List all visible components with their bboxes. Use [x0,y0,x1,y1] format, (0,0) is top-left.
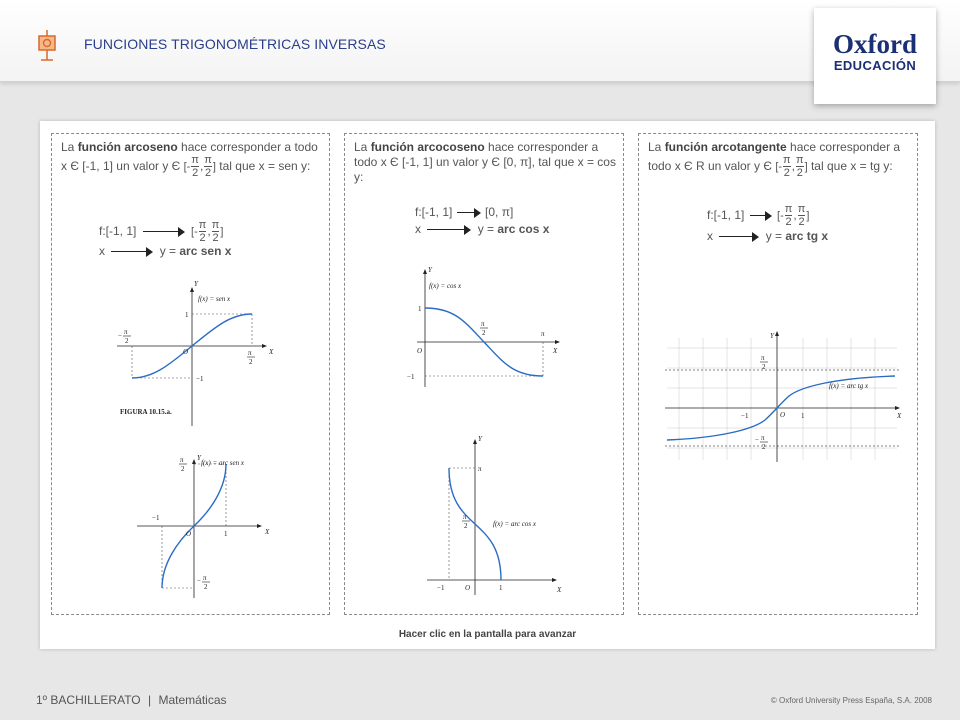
svg-text:O: O [417,347,423,355]
svg-text:1: 1 [499,584,503,592]
desc-text: tal que x = sen y: [215,159,311,174]
svg-text:π: π [761,354,765,362]
arrow-icon [750,211,772,221]
desc-term: función arcoseno [77,140,178,154]
fraction: $\frac{\pi}{2}$ [191,154,199,179]
graph-arc-sen-x [127,452,277,602]
svg-text:2: 2 [181,465,185,473]
interval-comma: , [791,159,795,174]
interval-bracket: [- [775,161,783,174]
panel-arctan [638,133,918,615]
desc-text: tal que x = tg y: [807,159,893,174]
fx-label: f(x) = arc cos x [493,520,536,528]
graph-cos-x [395,262,565,392]
logo-division: EDUCACIÓN [833,58,917,73]
svg-text:−: − [197,577,201,585]
desc-term: función arcotangente [664,140,787,154]
svg-text:π: π [463,513,467,521]
svg-text:X: X [897,412,902,420]
arccos-description [354,140,616,185]
interval-bracket: [- [183,161,191,174]
svg-text:O: O [465,584,471,592]
arrow-icon [143,227,185,237]
figure-caption: FIGURA 10.15.a. [120,408,172,416]
fraction: $\frac{\pi}{2}$ [797,203,806,228]
svg-text:−1: −1 [741,412,749,420]
footer-course: 1º BACHILLERATO | Matemáticas [36,693,227,707]
arrow-icon [427,225,471,235]
svg-text:X: X [265,528,270,536]
svg-text:π: π [248,349,252,357]
svg-text:−: − [118,332,122,340]
arrow-icon [457,208,481,218]
svg-text:O: O [186,530,192,538]
desc-text: hace corresponder a todo x Є [-1, 1] un valor y Є [0, π], tal que x = cos y: [354,140,616,184]
slide-content[interactable] [40,121,935,649]
fraction: $\frac{\pi}{2}$ [198,219,207,244]
svg-text:O: O [780,411,786,419]
interval-bracket: ] [212,161,216,174]
svg-text:2: 2 [464,522,468,530]
grid [667,338,897,460]
svg-text:2: 2 [482,329,486,337]
svg-text:1: 1 [224,530,228,538]
graph-arc-tg-x [657,330,907,466]
svg-text:Y: Y [428,266,432,274]
arctan-mapping: f:[-1, 1] [- $\frac{\pi}{2}$ , $\frac{\pi}{2}$ ] x y = arc tg x [707,203,829,243]
graph-sen-x [112,274,282,434]
arcsin-description [61,140,323,179]
svg-text:π: π [180,456,184,464]
fraction: $\frac{\pi}{2}$ [783,154,791,179]
svg-text:2: 2 [204,583,208,591]
panel-arccos [344,133,624,615]
logo-brand: Oxford [833,29,917,59]
arctan-description [648,140,910,179]
graph-arc-cos-x [407,430,567,600]
interval-bracket: ] [804,161,808,174]
fx-label: f(x) = arc tg x [829,382,869,390]
svg-text:X: X [269,348,274,356]
svg-text:1: 1 [185,311,189,319]
desc-text: La [648,140,665,154]
fx-label: f(x) = sen x [198,295,231,303]
svg-text:X: X [557,586,562,594]
svg-text:X: X [553,347,558,355]
svg-text:Y: Y [478,435,482,443]
advance-hint[interactable]: Hacer clic en la pantalla para avanzar [398,629,577,640]
arrow-icon [111,247,153,257]
fx-label: f(x) = arc sen x [201,459,244,467]
desc-text: La [61,140,78,154]
footer-copyright: © Oxford University Press España, S.A. 2008 [770,696,932,705]
svg-text:π: π [541,330,545,338]
oxford-logo [814,8,936,104]
svg-text:Y: Y [197,454,201,462]
interval-comma: , [199,159,204,174]
desc-text: hace corresponder a todo x Є R un valor y Є [648,140,901,174]
svg-text:−: − [755,436,759,444]
fraction: $\frac{\pi}{2}$ [204,154,212,179]
svg-text:−1: −1 [152,514,160,522]
presentation-board-icon[interactable] [36,28,58,62]
svg-text:1: 1 [801,412,805,420]
svg-text:O: O [183,348,189,356]
svg-text:Y: Y [770,332,774,340]
svg-text:1: 1 [418,305,422,313]
svg-text:−1: −1 [437,584,445,592]
svg-text:−1: −1 [196,375,204,383]
fx-label: f(x) = cos x [429,282,462,290]
fraction: $\frac{\pi}{2}$ [795,154,804,179]
svg-text:π: π [761,434,765,442]
page-title: FUNCIONES TRIGONOMÉTRICAS INVERSAS [84,36,386,52]
svg-text:2: 2 [125,337,129,345]
desc-term: función arcocoseno [370,140,485,154]
fraction: $\frac{\pi}{2}$ [784,203,793,228]
svg-text:2: 2 [762,443,766,451]
arrow-icon [719,232,759,242]
desc-text: hace corresponder a todo x Є [-1, 1] un valor y Є [61,140,318,174]
svg-text:2: 2 [762,363,766,371]
arcsin-mapping: f:[-1, 1] [- $\frac{\pi}{2}$ , $\frac{\pi}{2}$ ] x y = arc sen x [99,219,232,258]
svg-text:π: π [203,574,207,582]
panel-arcsin [51,133,330,615]
svg-text:2: 2 [249,358,253,366]
svg-text:π: π [124,328,128,336]
arccos-mapping: f:[-1, 1] [0, π] x y = arc cos x [415,205,550,236]
svg-text:Y: Y [194,280,198,288]
desc-text: La [354,140,371,154]
svg-text:π: π [481,320,485,328]
svg-text:−1: −1 [407,373,415,381]
svg-text:π: π [478,465,482,473]
fraction: $\frac{\pi}{2}$ [211,219,220,244]
